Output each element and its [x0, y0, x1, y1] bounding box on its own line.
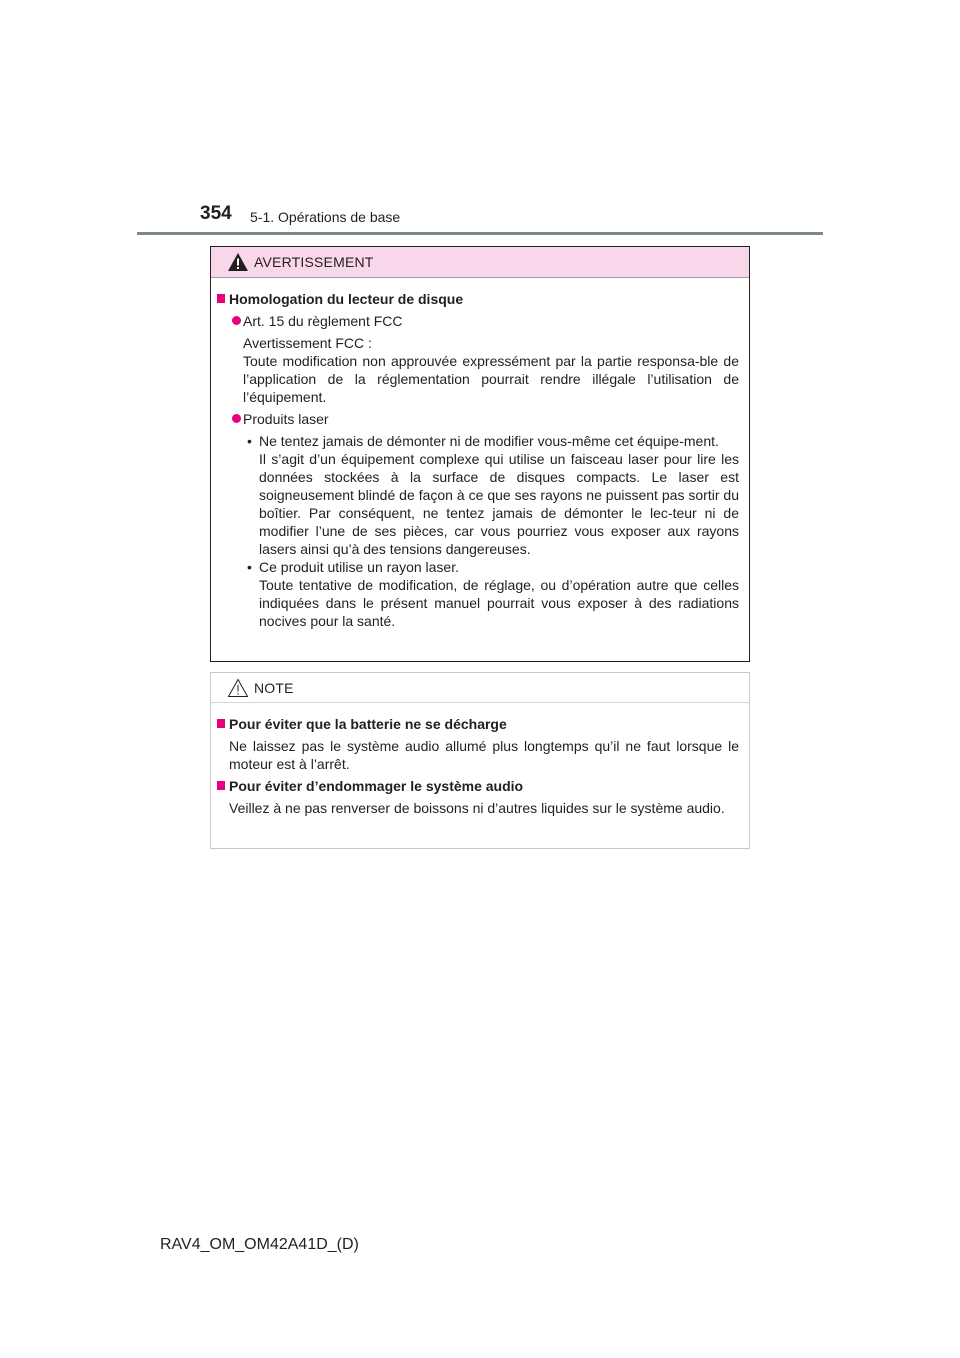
- text-line: Ne tentez jamais de démonter ni de modifier vous-même cet équipe-ment.: [259, 433, 719, 449]
- header-divider: [137, 232, 823, 235]
- text-line: Toute modification non approuvée expressément par la partie responsa-ble de l’application de la réglementation pourrait rendre illégale l’utilisation de l’équipement.: [243, 353, 739, 405]
- note-heading-text: Pour éviter que la batterie ne se décharge: [229, 716, 507, 732]
- page-number: 354: [200, 203, 232, 224]
- warning-heading-text: Homologation du lecteur de disque: [229, 291, 464, 307]
- warning-title: AVERTISSEMENT: [254, 254, 374, 270]
- sub-list-item: [217, 558, 739, 630]
- note-content: [211, 703, 749, 817]
- list-item-label: Art. 15 du règlement FCC: [243, 313, 403, 329]
- warning-box: [210, 246, 750, 662]
- warning-triangle-icon: [227, 252, 249, 272]
- bullet-mark: •: [247, 559, 252, 575]
- bullet-mark: •: [247, 433, 252, 449]
- note-heading: [217, 715, 739, 733]
- caution-triangle-outline-icon: [227, 678, 249, 698]
- square-bullet-icon: [217, 294, 225, 303]
- sub-list-item: [217, 432, 739, 558]
- square-bullet-icon: [217, 719, 225, 728]
- warning-content: [211, 278, 749, 630]
- text-line: Il s’agit d’un équipement complexe qui utilise un faisceau laser pour lire les données stockées à la surface de disques compacts. Le laser est soigneusement blindé de façon à ce que ses rayons ne puissent pas sortir du boîtier. Par conséquent, ne tentez jamais de démonter le lec-teur ni de modifier l’une de ses pièces, car vous pourriez vous exposer aux rayons lasers ainsi qu’à des tensions dangereuses.: [259, 451, 739, 557]
- note-title: NOTE: [254, 680, 294, 696]
- list-item: [217, 312, 739, 330]
- note-heading-text: Pour éviter d’endommager le système audio: [229, 778, 524, 794]
- note-box: [210, 672, 750, 849]
- paragraph: [217, 334, 739, 406]
- warning-header: [211, 247, 749, 278]
- paragraph: Veillez à ne pas renverser de boissons ni d’autres liquides sur le système audio.: [229, 800, 725, 816]
- square-bullet-icon: [217, 781, 225, 790]
- document-code: RAV4_OM_OM42A41D_(D): [160, 1236, 359, 1253]
- circle-bullet-icon: [232, 414, 241, 423]
- note-header: [211, 673, 749, 703]
- text-line: Ce produit utilise un rayon laser.: [259, 559, 459, 575]
- list-item-label: Produits laser: [243, 411, 329, 427]
- page-header: [0, 0, 960, 240]
- circle-bullet-icon: [232, 316, 241, 325]
- warning-heading: [217, 290, 739, 308]
- paragraph: Ne laissez pas le système audio allumé plus longtemps qu’il ne faut lorsque le moteur est à l’arrêt.: [229, 738, 739, 772]
- note-heading: [217, 777, 739, 795]
- section-title: 5-1. Opérations de base: [250, 209, 401, 225]
- text-line: Avertissement FCC :: [243, 335, 372, 351]
- text-line: Toute tentative de modification, de réglage, ou d’opération autre que celles indiquées dans le présent manuel pourrait vous exposer à des radiations nocives pour la santé.: [259, 577, 739, 629]
- list-item: [217, 410, 739, 428]
